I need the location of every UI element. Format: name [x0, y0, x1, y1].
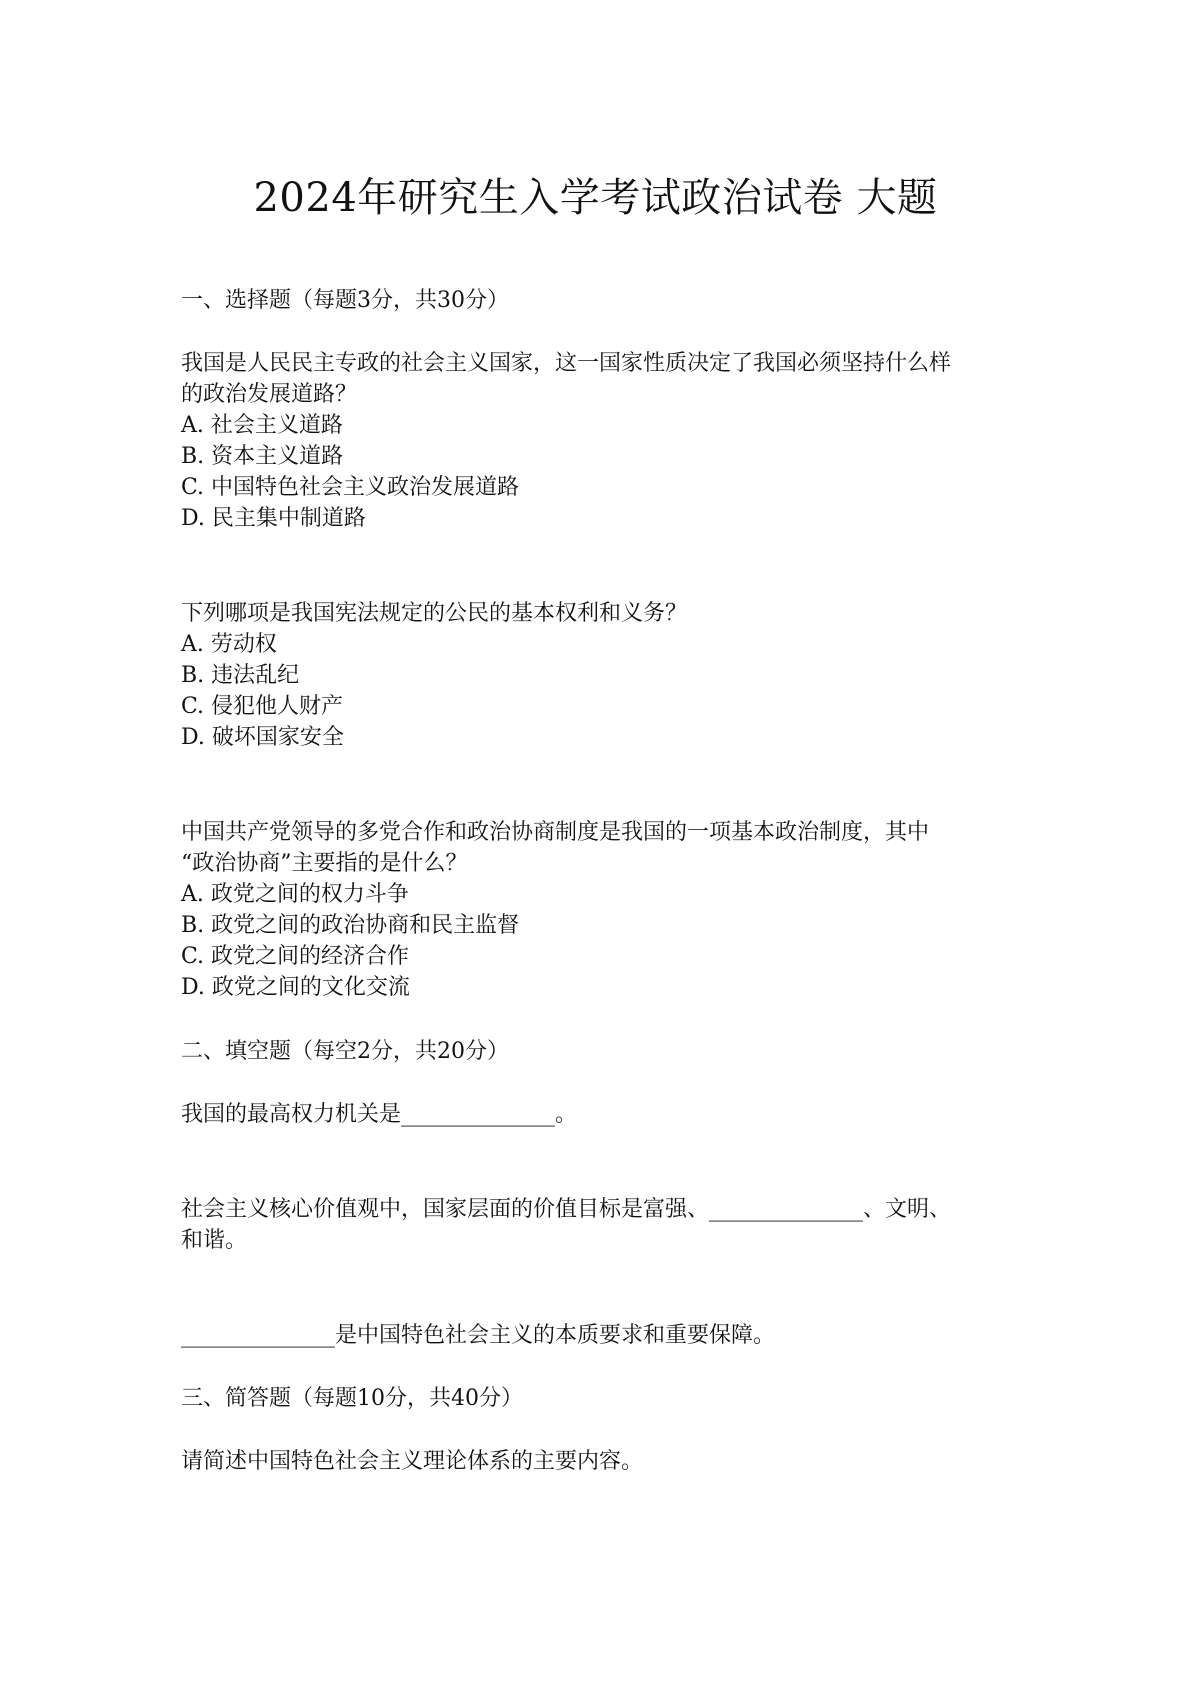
question-1-option-c: C. 中国特色社会主义政治发展道路: [181, 475, 520, 500]
question-3-option-c: C. 政党之间的经济合作: [181, 944, 410, 969]
question-2-option-d: D. 破坏国家安全: [181, 725, 344, 750]
fill-blank-question-2-line-1: 社会主义核心价值观中，国家层面的价值目标是富强、______________、文明、: [181, 1197, 952, 1222]
question-1-text-line-1: 我国是人民民主专政的社会主义国家，这一国家性质决定了我国必须坚持什么样: [181, 351, 952, 376]
question-3-option-a: A. 政党之间的权力斗争: [181, 882, 409, 907]
short-answer-question-1: 请简述中国特色社会主义理论体系的主要内容。: [181, 1449, 644, 1474]
question-2-option-a: A. 劳动权: [181, 632, 277, 657]
section-heading-short-answer: 三、简答题（每题10分，共40分）: [181, 1386, 523, 1411]
question-1-option-a: A. 社会主义道路: [181, 413, 343, 438]
question-1-option-d: D. 民主集中制道路: [181, 506, 366, 531]
section-heading-choice: 一、选择题（每题3分，共30分）: [181, 288, 509, 313]
question-3-text-line-2: “政治协商”主要指的是什么？: [181, 851, 468, 876]
question-3-option-b: B. 政党之间的政治协商和民主监督: [181, 913, 520, 938]
question-2-text: 下列哪项是我国宪法规定的公民的基本权利和义务？: [181, 601, 688, 626]
fill-blank-question-1: 我国的最高权力机关是______________。: [181, 1102, 578, 1127]
question-1-text-line-2: 的政治发展道路？: [181, 382, 358, 407]
section-heading-fill-blank: 二、填空题（每空2分，共20分）: [181, 1039, 509, 1064]
question-3-text-line-1: 中国共产党领导的多党合作和政治协商制度是我国的一项基本政治制度，其中: [181, 820, 930, 845]
document-title: 2024年研究生入学考试政治试卷 大题: [253, 175, 938, 221]
question-1-option-b: B. 资本主义道路: [181, 444, 344, 469]
question-2-option-b: B. 违法乱纪: [181, 663, 300, 688]
fill-blank-question-2-line-2: 和谐。: [181, 1228, 248, 1253]
question-2-option-c: C. 侵犯他人财产: [181, 694, 344, 719]
question-3-option-d: D. 政党之间的文化交流: [181, 975, 410, 1000]
fill-blank-question-3: ______________是中国特色社会主义的本质要求和重要保障。: [181, 1323, 776, 1348]
